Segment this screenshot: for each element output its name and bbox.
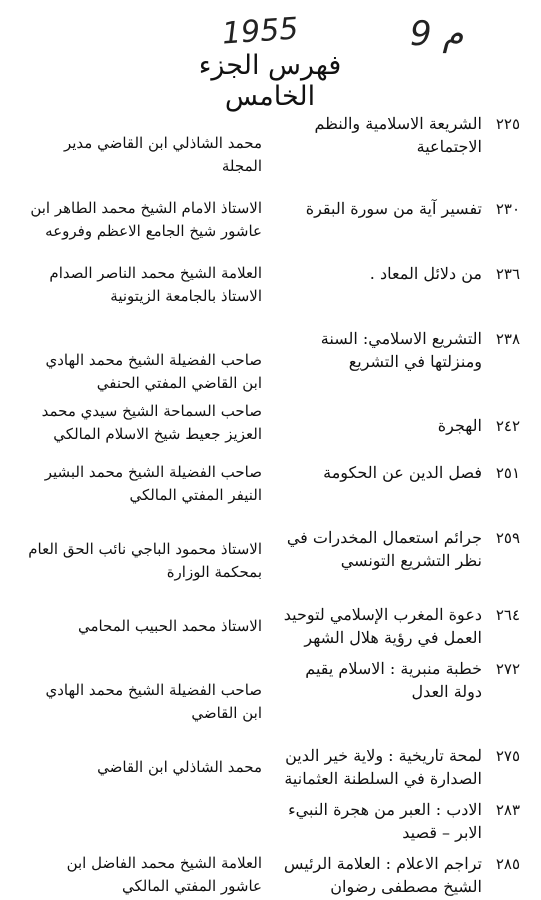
page-number: ٢٥١	[495, 464, 520, 482]
page-number: ٢٧٥	[495, 747, 520, 765]
page-number: ٢٤٢	[495, 417, 520, 435]
entry-subject: الشريعة الاسلامية والنظم الاجتماعية	[314, 114, 482, 156]
entry-subject: دعوة المغرب الإسلامي لتوحيد العمل في رؤية هلال الشهر	[283, 605, 482, 647]
toc-entry	[22, 197, 520, 243]
entry-subject: من دلائل المعاد .	[369, 264, 482, 283]
page-number: ٢٨٣	[495, 801, 520, 819]
entry-subject: خطبة منبرية : الاسلام يقيم دولة العدل	[305, 659, 482, 701]
toc-entry	[22, 603, 520, 649]
page-number: ٢٥٩	[495, 529, 520, 547]
page-number: ٢٣٠	[495, 200, 520, 218]
toc-entry	[22, 327, 520, 395]
entry-subject: التشريع الاسلامي: السنة ومنزلتها في التشريع	[320, 329, 482, 371]
toc-list	[22, 112, 520, 898]
page-number: ٢٣٨	[495, 330, 520, 348]
entry-author: الاستاذ محمد الحبيب المحامي	[77, 617, 262, 635]
toc-entry	[22, 526, 520, 584]
handwritten-mark: م 9	[410, 14, 464, 54]
page-number: ٢٣٦	[495, 265, 520, 283]
toc-entry	[22, 657, 520, 725]
entry-subject: فصل الدين عن الحكومة	[323, 463, 482, 482]
entry-author: الاستاذ الامام الشيخ محمد الطاهر ابن عاشور شيخ الجامع الاعظم وفروعه	[30, 199, 262, 240]
toc-entry	[22, 461, 520, 507]
entry-author: العلامة الشيخ محمد الفاضل ابن عاشور المفتي المالكي	[66, 854, 262, 895]
entry-subject: تراجم الاعلام : العلامة الرئيس الشيخ مصطفى رضوان	[283, 854, 482, 896]
entry-subject: الهجرة	[437, 416, 482, 435]
entry-subject: لمحة تاريخية : ولاية خير الدين الصدارة في السلطنة العثمانية	[284, 746, 482, 788]
handwritten-year: 1955	[220, 11, 300, 52]
page-number: ٢٢٥	[495, 115, 520, 133]
entry-author: محمد الشاذلي ابن القاضي مدير المجلة	[63, 134, 262, 175]
toc-entry	[22, 852, 520, 898]
entry-author: صاحب الفضيلة الشيخ محمد الهادي ابن القاضي المفتي الحنفي	[45, 351, 262, 392]
page-number: ٢٧٢	[495, 660, 520, 678]
page-title: فهرس الجزء الخامس	[198, 50, 342, 112]
entry-subject: الادب : العبر من هجرة النبيء الابر – قصيد	[288, 800, 482, 842]
entry-author: الاستاذ محمود الباجي نائب الحق العام بمحكمة الوزارة	[28, 540, 262, 581]
toc-entry	[22, 798, 520, 844]
entry-author: العلامة الشيخ محمد الناصر الصدام الاستاذ بالجامعة الزيتونية	[49, 264, 262, 305]
entry-author: صاحب السماحة الشيخ سيدي محمد العزيز جعيط شيخ الاسلام المالكي	[41, 402, 262, 443]
entry-subject: جرائم استعمال المخدرات في نظر التشريع التونسي	[286, 528, 482, 570]
page-number: ٢٨٥	[495, 855, 520, 873]
toc-entry	[22, 744, 520, 790]
toc-entry	[22, 112, 520, 178]
entry-author: محمد الشاذلي ابن القاضي	[97, 758, 262, 776]
page-number: ٢٦٤	[495, 606, 520, 624]
entry-subject: تفسير آية من سورة البقرة	[305, 199, 482, 218]
toc-entry	[22, 262, 520, 308]
toc-entry	[22, 402, 520, 446]
entry-author: صاحب الفضيلة الشيخ محمد البشير النيفر المفتي المالكي	[44, 463, 262, 504]
entry-author: صاحب الفضيلة الشيخ محمد الهادي ابن القاضي	[45, 681, 262, 722]
